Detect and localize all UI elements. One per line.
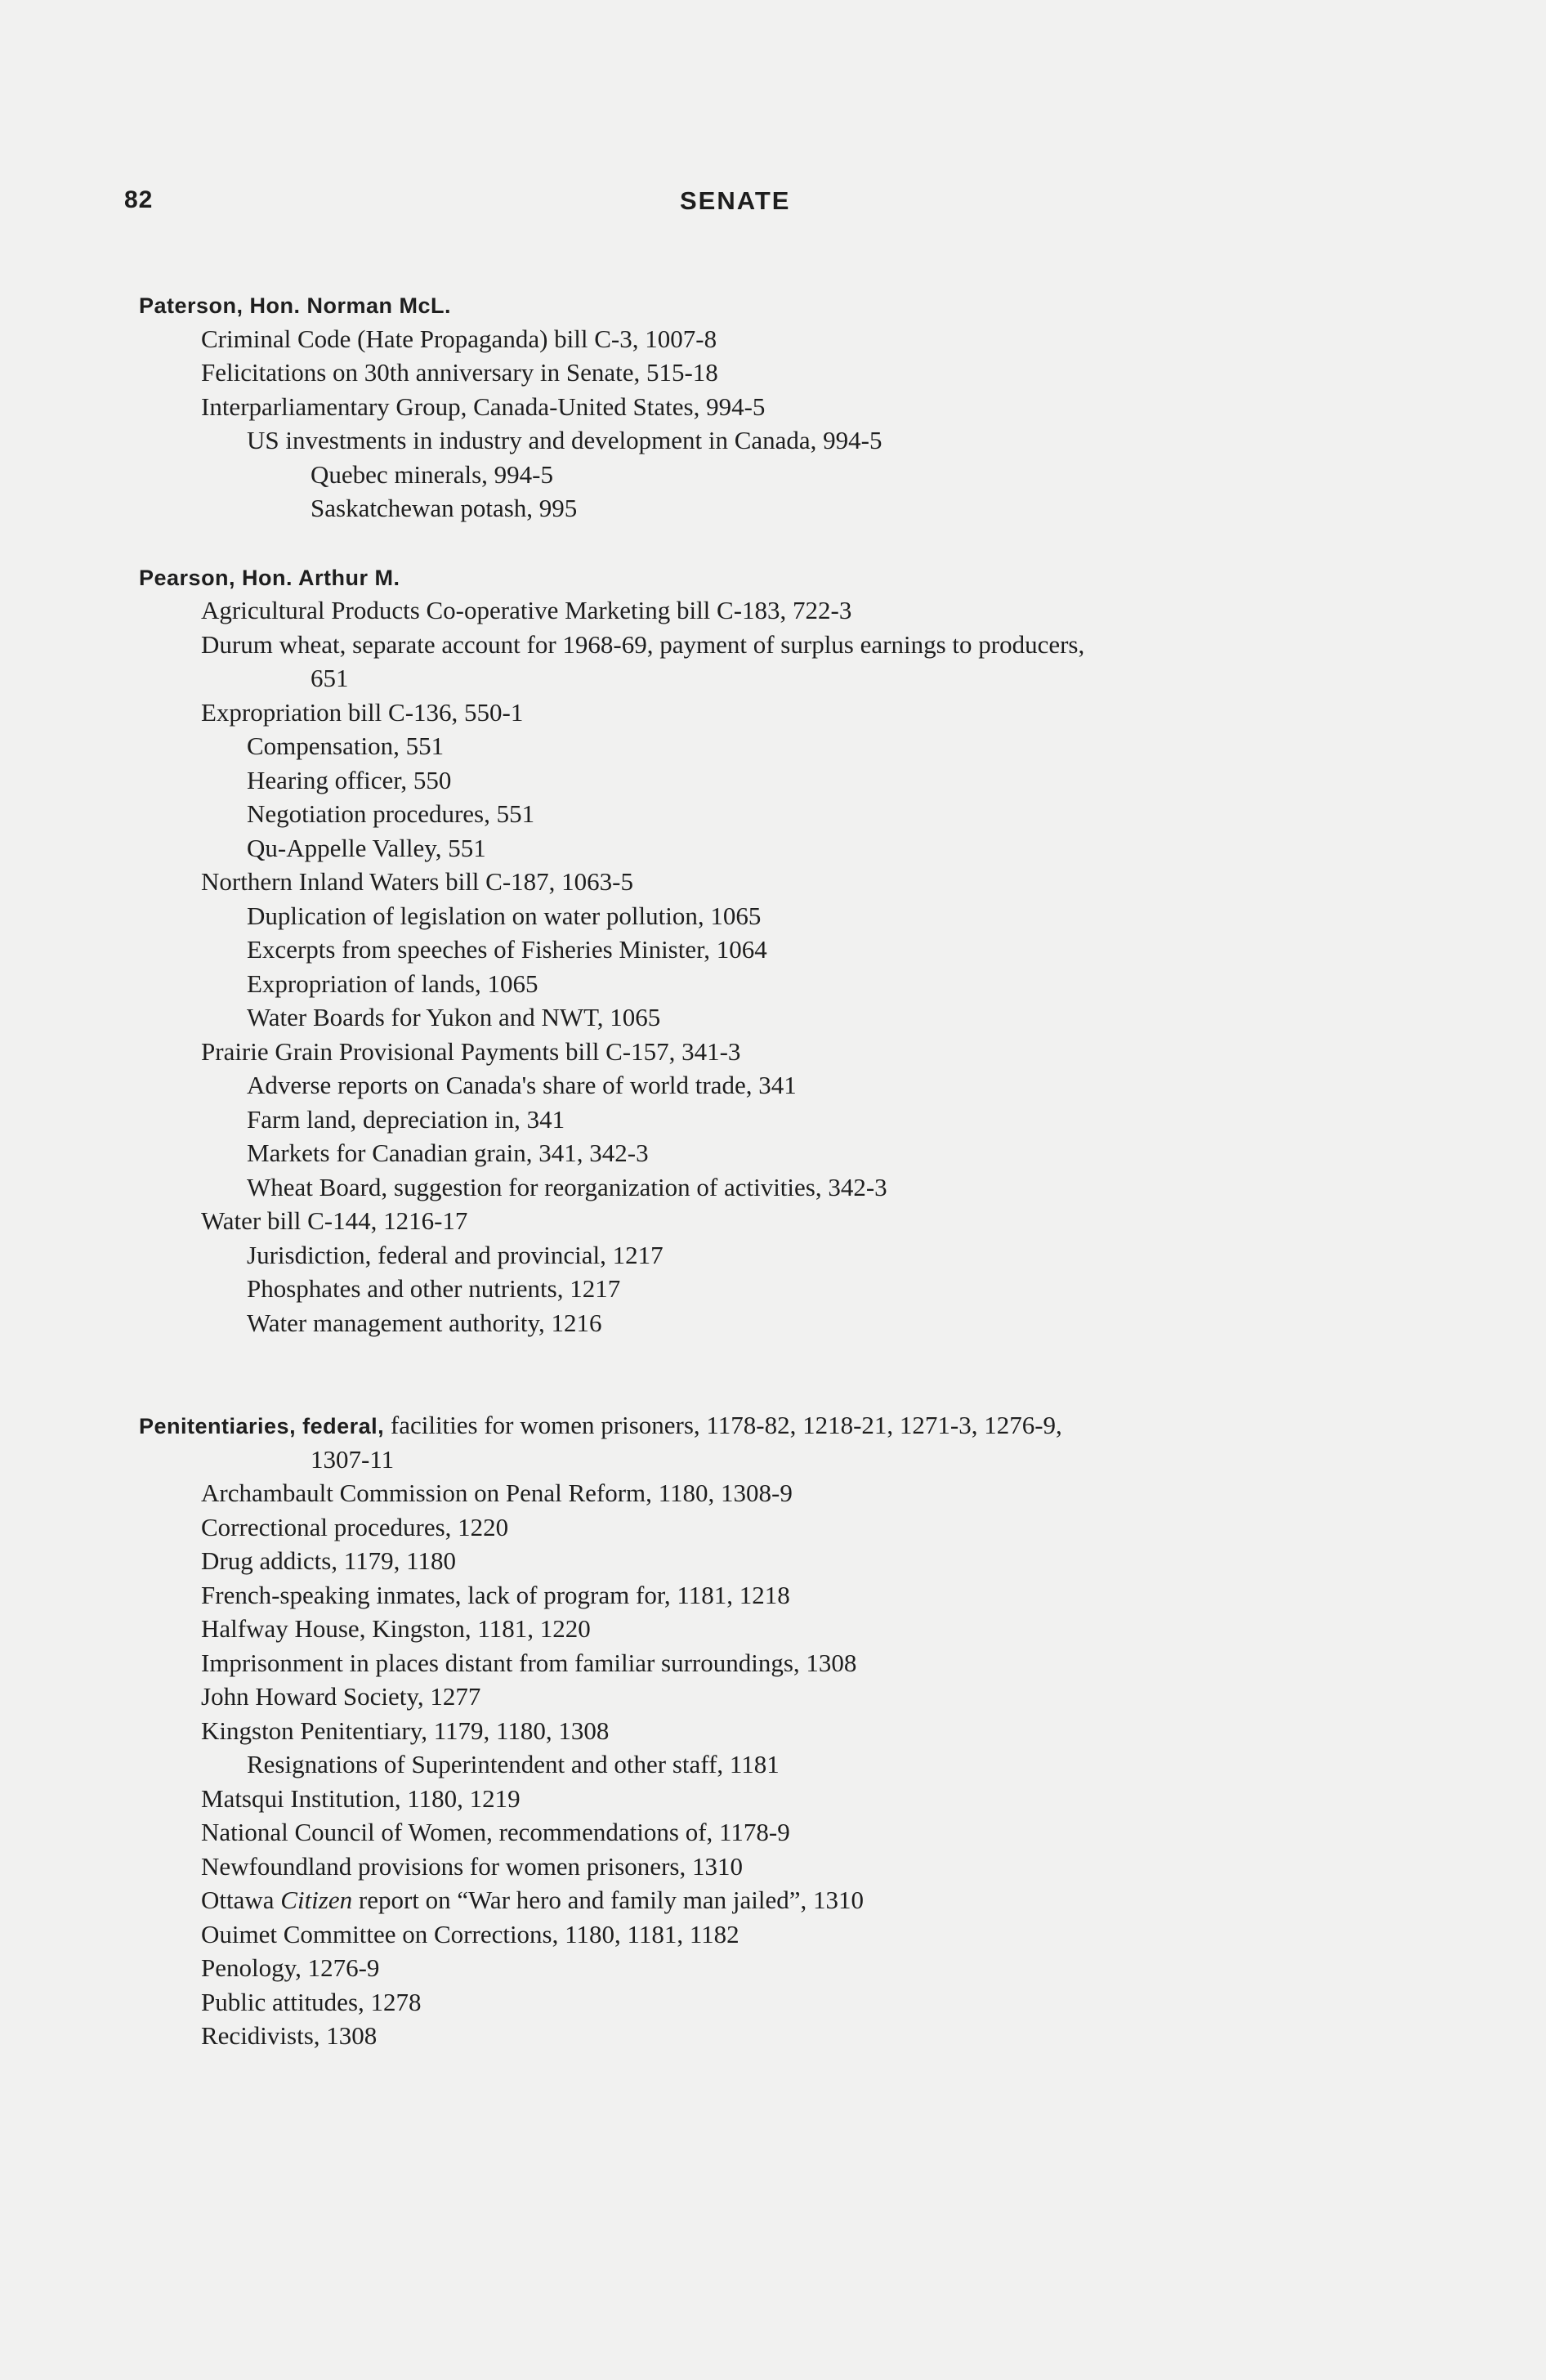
index-subentry: Ouimet Committee on Corrections, 1180, 1181, 1182 — [201, 1919, 739, 1948]
index-subsubentry: Markets for Canadian grain, 341, 342-3 — [247, 1139, 649, 1167]
index-subentry: Water bill C-144, 1216-17 — [201, 1206, 468, 1235]
page-number: 82 — [124, 186, 154, 213]
index-subsubentry: Water management authority, 1216 — [247, 1308, 602, 1337]
index-subentry: Penology, 1276-9 — [201, 1953, 380, 1982]
index-subsubentry: Water Boards for Yukon and NWT, 1065 — [247, 1003, 661, 1031]
index-subentry-ottawa-citizen — [0, 1883, 1546, 1917]
entry-name: Penitentiaries, federal, — [139, 1414, 385, 1438]
index-subentry: John Howard Society, 1277 — [201, 1682, 481, 1711]
index-subsubentry: Resignations of Superintendent and other staff, 1181 — [247, 1750, 780, 1778]
running-head: SENATE — [680, 186, 791, 215]
spacer — [0, 1340, 1546, 1408]
index-subsubentry: Wheat Board, suggestion for reorganization of activities, 342-3 — [247, 1172, 887, 1201]
index-subsubentry: Negotiation procedures, 551 — [247, 799, 535, 828]
index-subsubentry: Duplication of legislation on water pollution, 1065 — [247, 901, 762, 930]
index-subentry: Correctional procedures, 1220 — [201, 1512, 509, 1541]
index-body — [0, 288, 1546, 2053]
index-subsubentry: Adverse reports on Canada's share of world trade, 341 — [247, 1071, 797, 1099]
index-subentry: National Council of Women, recommendations of, 1178-9 — [201, 1818, 790, 1846]
spacer — [0, 526, 1546, 560]
index-subentry: Kingston Penitentiary, 1179, 1180, 1308 — [201, 1716, 610, 1745]
index-subsubentry: Farm land, depreciation in, 341 — [247, 1104, 565, 1134]
index-subentry: Drug addicts, 1179, 1180 — [201, 1546, 456, 1575]
index-subentry: Felicitations on 30th anniversary in Senate, 515-18 — [201, 358, 718, 387]
entry-heading — [0, 1408, 1546, 1443]
index-subentry-continuation: 651 — [311, 664, 349, 692]
text-fragment: Ottawa — [201, 1886, 281, 1914]
index-subentry: Matsqui Institution, 1180, 1219 — [201, 1783, 521, 1813]
index-subentry: French-speaking inmates, lack of program for, 1181, 1218 — [201, 1580, 790, 1609]
text-fragment: report on “War hero and family man jailed”, 1310 — [352, 1886, 865, 1914]
index-subsubentry: Qu-Appelle Valley, 551 — [247, 833, 486, 862]
index-subentry: Expropriation bill C-136, 550-1 — [201, 697, 524, 727]
index-subentry: Criminal Code (Hate Propaganda) bill C-3, 1007-8 — [201, 324, 717, 353]
index-subentry: Interparliamentary Group, Canada-United States, 994-5 — [201, 391, 766, 421]
index-subentry: Halfway House, Kingston, 1181, 1220 — [201, 1614, 591, 1643]
index-subsubsubentry: Saskatchewan potash, 995 — [311, 494, 578, 522]
index-subsubsubentry: Quebec minerals, 994-5 — [311, 459, 553, 489]
page-header — [0, 186, 1546, 227]
index-subsubentry: Expropriation of lands, 1065 — [247, 969, 538, 998]
index-subentry: Agricultural Products Co-operative Marketing bill C-183, 722-3 — [201, 596, 852, 624]
index-subentry: Public attitudes, 1278 — [201, 1987, 422, 2016]
italic-title: Citizen — [280, 1886, 353, 1914]
index-subsubentry: Jurisdiction, federal and provincial, 1217 — [247, 1240, 664, 1269]
index-subsubentry: Compensation, 551 — [247, 731, 445, 760]
index-subentry: Northern Inland Waters bill C-187, 1063-5 — [201, 867, 633, 896]
index-subentry: Durum wheat, separate account for 1968-69, payment of surplus earnings to producers, — [201, 629, 1085, 659]
index-subentry: Prairie Grain Provisional Payments bill C-157, 341-3 — [201, 1036, 741, 1066]
index-subsubentry: Excerpts from speeches of Fisheries Minister, 1064 — [247, 935, 767, 964]
index-subentry: Newfoundland provisions for women prisoners, 1310 — [201, 1851, 743, 1881]
index-subsubentry: Phosphates and other nutrients, 1217 — [247, 1274, 621, 1303]
entry-name: Paterson, Hon. Norman McL. — [139, 293, 452, 318]
index-subentry: Archambault Commission on Penal Reform, 1180, 1308-9 — [201, 1479, 793, 1507]
index-subentry: Imprisonment in places distant from familiar surroundings, 1308 — [201, 1648, 857, 1677]
entry-heading — [0, 288, 1546, 322]
entry-first-line: facilities for women prisoners, 1178-82, 1218-21, 1271-3, 1276-9, — [390, 1411, 1062, 1439]
entry-name: Pearson, Hon. Arthur M. — [139, 565, 400, 590]
entry-continuation: 1307-11 — [311, 1444, 395, 1474]
entry-heading — [0, 560, 1546, 594]
index-subsubentry: US investments in industry and development in Canada, 994-5 — [247, 426, 882, 454]
index-subsubentry: Hearing officer, 550 — [247, 765, 452, 794]
index-subentry: Recidivists, 1308 — [201, 2021, 378, 2050]
